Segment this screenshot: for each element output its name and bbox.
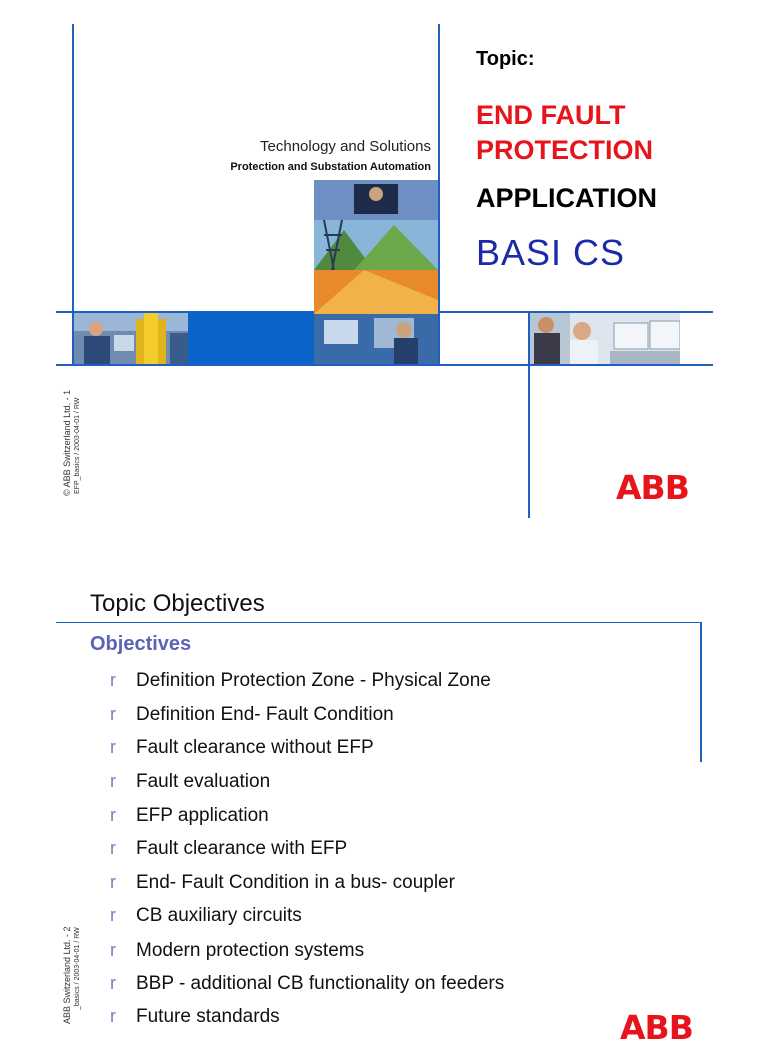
bullet-marker: r — [110, 973, 116, 993]
list-item-text: EFP application — [136, 805, 269, 826]
list-item-text: Definition End- Fault Condition — [136, 704, 394, 725]
technology-subtitle: Protection and Substation Automation — [230, 161, 431, 173]
list-item — [110, 872, 455, 894]
engineers-photo — [74, 313, 188, 364]
list-item — [110, 670, 491, 692]
list-item-text: End- Fault Condition in a bus- coupler — [136, 872, 455, 893]
bullet-marker: r — [110, 1006, 116, 1026]
topic-application: APPLICATION — [476, 183, 657, 213]
list-item-text: Future standards — [136, 1006, 280, 1027]
slide2-title: Topic Objectives — [90, 590, 265, 617]
center-vertical-rule — [438, 24, 440, 366]
list-item — [110, 973, 504, 995]
list-item-text: Fault clearance with EFP — [136, 838, 348, 859]
list-item — [110, 905, 302, 927]
topic-line-2: PROTECTION — [476, 135, 654, 165]
office-workers-photo — [530, 313, 680, 364]
topic-line-1: END FAULT — [476, 100, 626, 130]
bullet-marker: r — [110, 940, 116, 960]
list-item — [110, 940, 364, 962]
technology-title: Technology and Solutions — [260, 138, 431, 155]
slide2-right-rule — [700, 622, 702, 762]
bullet-marker: r — [110, 737, 116, 757]
list-item-text: Fault evaluation — [136, 771, 271, 792]
bullet-marker: r — [110, 805, 116, 825]
slide2-subtitle: Objectives — [90, 633, 192, 655]
list-item-text: Fault clearance without EFP — [136, 737, 374, 758]
list-item — [110, 704, 394, 726]
list-item — [110, 838, 347, 860]
bullet-marker: r — [110, 771, 116, 791]
list-item — [110, 737, 374, 759]
bullet-marker: r — [110, 905, 116, 925]
list-item — [110, 805, 269, 827]
list-item-text: BBP - additional CB functionality on feeders — [136, 973, 505, 994]
abb-logo-partial: ABB — [620, 1008, 693, 1047]
slide2-file-ref: _basics / 2003-04-01 / RW — [74, 927, 81, 1010]
bullet-marker: r — [110, 670, 116, 690]
bullet-marker: r — [110, 838, 116, 858]
bullet-marker: r — [110, 704, 116, 724]
substation-collage-photo — [314, 180, 438, 364]
slide2-title-rule — [56, 622, 701, 623]
blue-band-left — [188, 312, 314, 364]
list-item-text: Definition Protection Zone - Physical Zone — [136, 670, 491, 691]
list-item — [110, 1006, 280, 1028]
slide2-copyright: ABB Switzerland Ltd. - 2 — [62, 926, 72, 1024]
topic-basics: BASI CS — [476, 232, 626, 273]
list-item-text: Modern protection systems — [136, 940, 365, 961]
list-item-text: CB auxiliary circuits — [136, 905, 302, 926]
abb-logo: ABB — [616, 468, 689, 507]
bullet-marker: r — [110, 872, 116, 892]
topic-label: Topic: — [476, 48, 535, 70]
list-item — [110, 771, 270, 793]
band-bottom-rule — [56, 364, 713, 366]
slide1-copyright: © ABB Switzerland Ltd. - 1 — [62, 389, 72, 496]
slide1-file-ref: EFP_basics / 2003-04-01 / RW — [74, 397, 81, 494]
